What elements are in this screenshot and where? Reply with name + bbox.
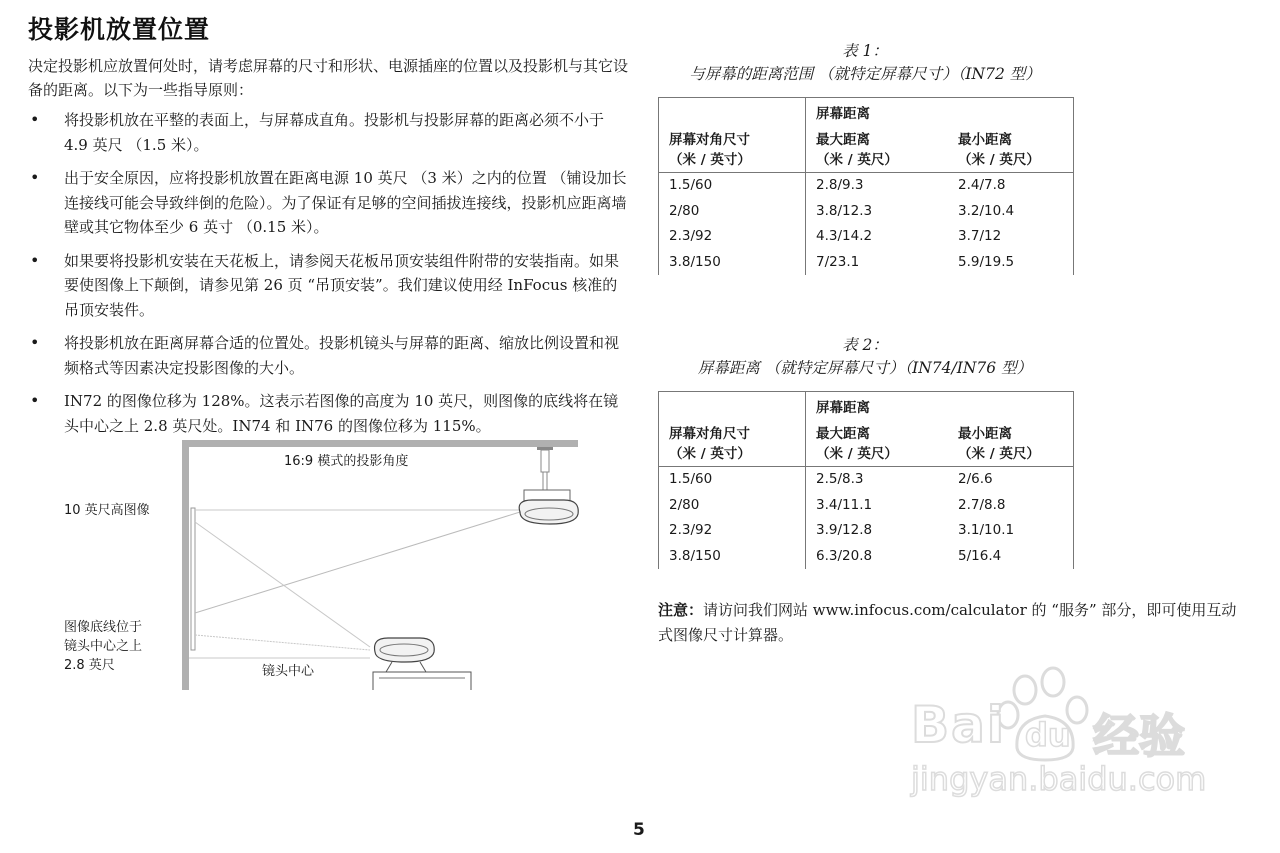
table2-caption bbox=[645, 334, 1085, 380]
table-cell: 3.2/10.4 bbox=[948, 199, 1074, 225]
table-cell: 2.4/7.8 bbox=[948, 173, 1074, 199]
table2-caption-title: 屏幕距离 （就特定屏幕尺寸）（IN74/IN76 型） bbox=[697, 359, 1033, 377]
image-offset-label bbox=[64, 618, 142, 675]
bullet-icon: • bbox=[30, 168, 40, 187]
table-cell: 2/80 bbox=[659, 199, 806, 225]
diagram-title: 16:9 模式的投影角度 bbox=[284, 454, 409, 469]
guideline-list bbox=[28, 108, 628, 447]
baidu-watermark bbox=[905, 660, 1205, 800]
table-cell: 4.3/14.2 bbox=[816, 228, 873, 244]
table-cell: 7/23.1 bbox=[816, 253, 860, 270]
table-cell: 5/16.4 bbox=[948, 544, 1074, 570]
table1-distance-in72 bbox=[658, 97, 1074, 275]
watermark-url: jingyan.baidu.com bbox=[911, 760, 1207, 798]
watermark-brand-left: Bai bbox=[911, 696, 1006, 754]
table2-col-header-max bbox=[806, 418, 949, 467]
intro-paragraph: 决定投影机应放置何处时，请考虑屏幕的尺寸和形状、电源插座的位置以及投影机与其它设备的距离。以下为一些指导原则： bbox=[28, 57, 629, 99]
col-header-line2: （米 / 英尺） bbox=[958, 446, 1040, 462]
table-row bbox=[659, 173, 1074, 199]
page-title: 投影机放置位置 bbox=[28, 15, 211, 44]
table2-distance-in74-in76 bbox=[658, 391, 1074, 569]
table-row bbox=[659, 493, 1074, 519]
bullet-icon: • bbox=[30, 391, 40, 410]
guideline-item bbox=[28, 108, 628, 157]
table-cell: 3.4/11.1 bbox=[816, 496, 873, 513]
watermark-brand-du: du bbox=[1025, 716, 1071, 754]
guideline-text: 将投影机放在平整的表面上，与屏幕成直角。投影机与投影屏幕的距离必须不小于 4.9 英尺 （1.5 米）。 bbox=[64, 111, 605, 154]
guideline-text: 出于安全原因，应将投影机放置在距离电源 10 英尺 （3 米）之内的位置 （铺设加长连接线可能会导致绊倒的危险）。为了保证有足够的空间插拔连接线，投影机应距离墙壁或其它物体至少 6 英寸 （0.15 米）。 bbox=[64, 169, 627, 236]
table-cell: 2.3/92 bbox=[659, 518, 806, 544]
table-cell: 1.5/60 bbox=[659, 173, 806, 199]
col-header-line2: （米 / 英尺） bbox=[816, 446, 898, 462]
guideline-item bbox=[28, 249, 628, 323]
table1-header-blank bbox=[659, 98, 806, 125]
col-header-line2: （米 / 英寸） bbox=[669, 152, 751, 168]
table-cell: 2.8/9.3 bbox=[816, 177, 864, 193]
table2-col-header-diagonal bbox=[659, 418, 806, 467]
watermark-brand-cn: 经验 bbox=[1093, 709, 1185, 763]
note-text: 请访问我们网站 www.infocus.com/calculator 的 “服务” 部分，即可使用互动式图像尺寸计算器。 bbox=[658, 601, 1237, 644]
col-header-line1: 屏幕对角尺寸 bbox=[669, 132, 750, 148]
image-offset-line-1: 图像底线位于 bbox=[64, 620, 143, 635]
table2-col-header-min bbox=[948, 418, 1074, 467]
table-row bbox=[659, 467, 1074, 493]
page-number: 5 bbox=[633, 820, 645, 840]
image-height-label: 10 英尺高图像 bbox=[64, 503, 150, 518]
guideline-item bbox=[28, 166, 628, 240]
lens-center-label: 镜头中心 bbox=[262, 664, 315, 679]
table-cell: 2/80 bbox=[659, 493, 806, 519]
table1-col-header-diagonal bbox=[659, 124, 806, 173]
note-label: 注意： bbox=[658, 601, 704, 619]
col-header-line1: 屏幕对角尺寸 bbox=[669, 426, 750, 442]
guideline-item bbox=[28, 331, 628, 380]
table-row bbox=[659, 250, 1074, 276]
table-row bbox=[659, 224, 1074, 250]
table2-header-blank bbox=[659, 392, 806, 419]
col-header-line1: 最大距离 bbox=[816, 426, 870, 442]
table-cell: 3.8/150 bbox=[659, 544, 806, 570]
col-header-line2: （米 / 英寸） bbox=[669, 446, 751, 462]
bullet-icon: • bbox=[30, 110, 40, 129]
note-paragraph bbox=[658, 598, 1248, 648]
table-cell: 3.1/10.1 bbox=[948, 518, 1074, 544]
table-cell: 3.8/12.3 bbox=[816, 202, 873, 219]
table1-caption-number: 表 1： bbox=[842, 42, 888, 60]
bullet-icon: • bbox=[30, 250, 40, 270]
table1-caption-title: 与屏幕的距离范围 （就特定屏幕尺寸）（IN72 型） bbox=[689, 65, 1041, 83]
bullet-icon: • bbox=[30, 333, 40, 352]
table1-col-header-min bbox=[948, 124, 1074, 173]
table2-caption-number: 表 2： bbox=[842, 336, 888, 354]
table-cell: 2.3/92 bbox=[659, 224, 806, 250]
table-row bbox=[659, 544, 1074, 570]
table1-caption bbox=[645, 40, 1085, 86]
col-header-line1: 最小距离 bbox=[958, 426, 1012, 442]
table-cell: 3.7/12 bbox=[948, 224, 1074, 250]
table-cell: 2.5/8.3 bbox=[816, 471, 864, 487]
table1-col-header-max bbox=[806, 124, 949, 173]
table2-group-header: 屏幕距离 bbox=[806, 392, 1074, 419]
guideline-text: 如果要将投影机安装在天花板上，请参阅天花板吊顶安装组件附带的安装指南。如果要使图像上下颠倒，请参见第 26 页 “吊顶安装”。我们建议使用经 InFocus 核准的吊顶安装件。 bbox=[64, 251, 620, 319]
image-offset-line-3: 2.8 英尺 bbox=[64, 658, 115, 673]
col-header-line1: 最小距离 bbox=[958, 132, 1012, 148]
image-offset-line-2: 镜头中心之上 bbox=[64, 639, 143, 654]
guideline-text: 将投影机放在距离屏幕合适的位置处。投影机镜头与屏幕的距离、缩放比例设置和视频格式等因素决定投影图像的大小。 bbox=[64, 334, 620, 377]
col-header-line2: （米 / 英尺） bbox=[958, 152, 1040, 168]
col-header-line2: （米 / 英尺） bbox=[816, 152, 898, 168]
table-cell: 6.3/20.8 bbox=[816, 547, 873, 564]
table-row bbox=[659, 518, 1074, 544]
table-cell: 3.9/12.8 bbox=[816, 522, 873, 538]
table-cell: 2.7/8.8 bbox=[948, 493, 1074, 519]
table-cell: 5.9/19.5 bbox=[948, 250, 1074, 276]
guideline-text: IN72 的图像位移为 128%。这表示若图像的高度为 10 英尺，则图像的底线将在镜头中心之上 2.8 英尺处。IN74 和 IN76 的图像位移为 115%。 bbox=[64, 392, 619, 435]
table-cell: 2/6.6 bbox=[948, 467, 1074, 493]
table-cell: 1.5/60 bbox=[659, 467, 806, 493]
col-header-line1: 最大距离 bbox=[816, 132, 870, 148]
table1-group-header: 屏幕距离 bbox=[806, 98, 1074, 125]
table-row bbox=[659, 199, 1074, 225]
table-cell: 3.8/150 bbox=[659, 250, 806, 276]
projection-angle-diagram bbox=[50, 430, 590, 690]
